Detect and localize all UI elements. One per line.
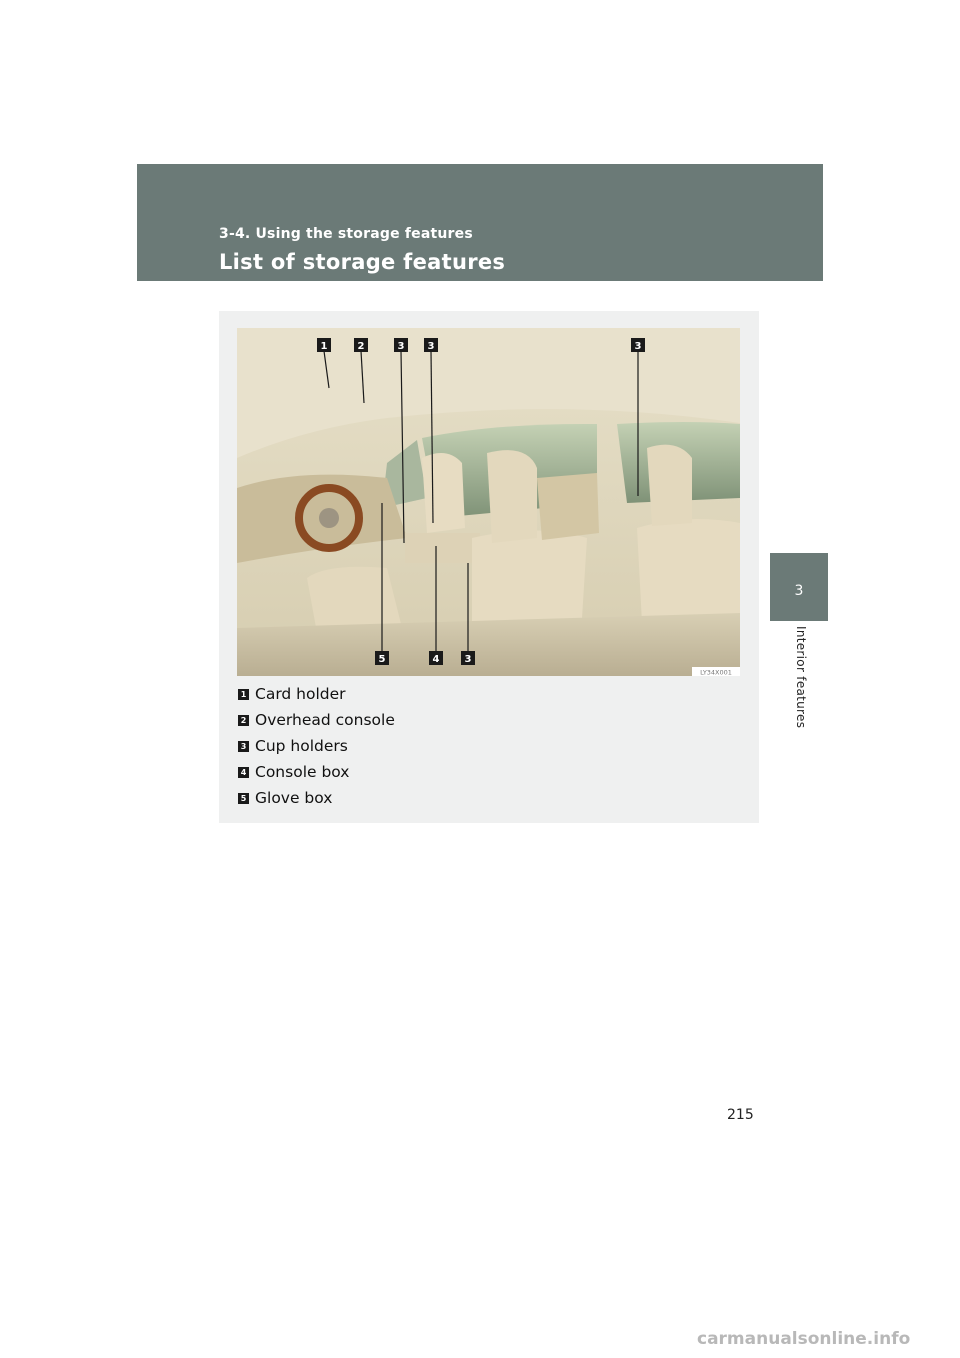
callout-3b-top: 3 [427,341,435,352]
figure-panel [219,311,759,823]
legend-item [238,785,738,811]
callout-3-bottom: 3 [464,654,472,665]
legend-number-badge: 1 [238,689,249,700]
legend-label: Overhead console [255,711,395,729]
figure-code: LY34X001 [700,668,732,676]
chapter-tab [770,553,828,621]
callout-2-top: 2 [357,341,365,352]
legend-label: Glove box [255,789,333,807]
legend-item [238,759,738,785]
legend-label: Console box [255,763,350,781]
legend-number-badge: 2 [238,715,249,726]
callout-1-top: 1 [320,341,328,352]
legend-list [238,681,738,811]
chapter-label: Interior features [794,626,808,729]
legend-item [238,707,738,733]
callout-3a-top: 3 [397,341,405,352]
callout-3c-top: 3 [634,341,642,352]
callout-5-bottom: 5 [378,654,386,665]
legend-number-badge: 4 [238,767,249,778]
chapter-number: 3 [794,583,804,599]
callout-4-bottom: 4 [432,654,440,665]
page-number: 215 [727,1107,754,1123]
legend-item [238,681,738,707]
legend-item [238,733,738,759]
legend-number-badge: 5 [238,793,249,804]
legend-label: Card holder [255,685,346,703]
interior-illustration [237,328,740,676]
page-title: List of storage features [219,250,506,274]
section-label: 3-4. Using the storage features [219,226,473,242]
legend-label: Cup holders [255,737,348,755]
watermark-link[interactable]: carmanualsonline.info [697,1329,911,1349]
legend-number-badge: 3 [238,741,249,752]
section-header [137,164,823,281]
